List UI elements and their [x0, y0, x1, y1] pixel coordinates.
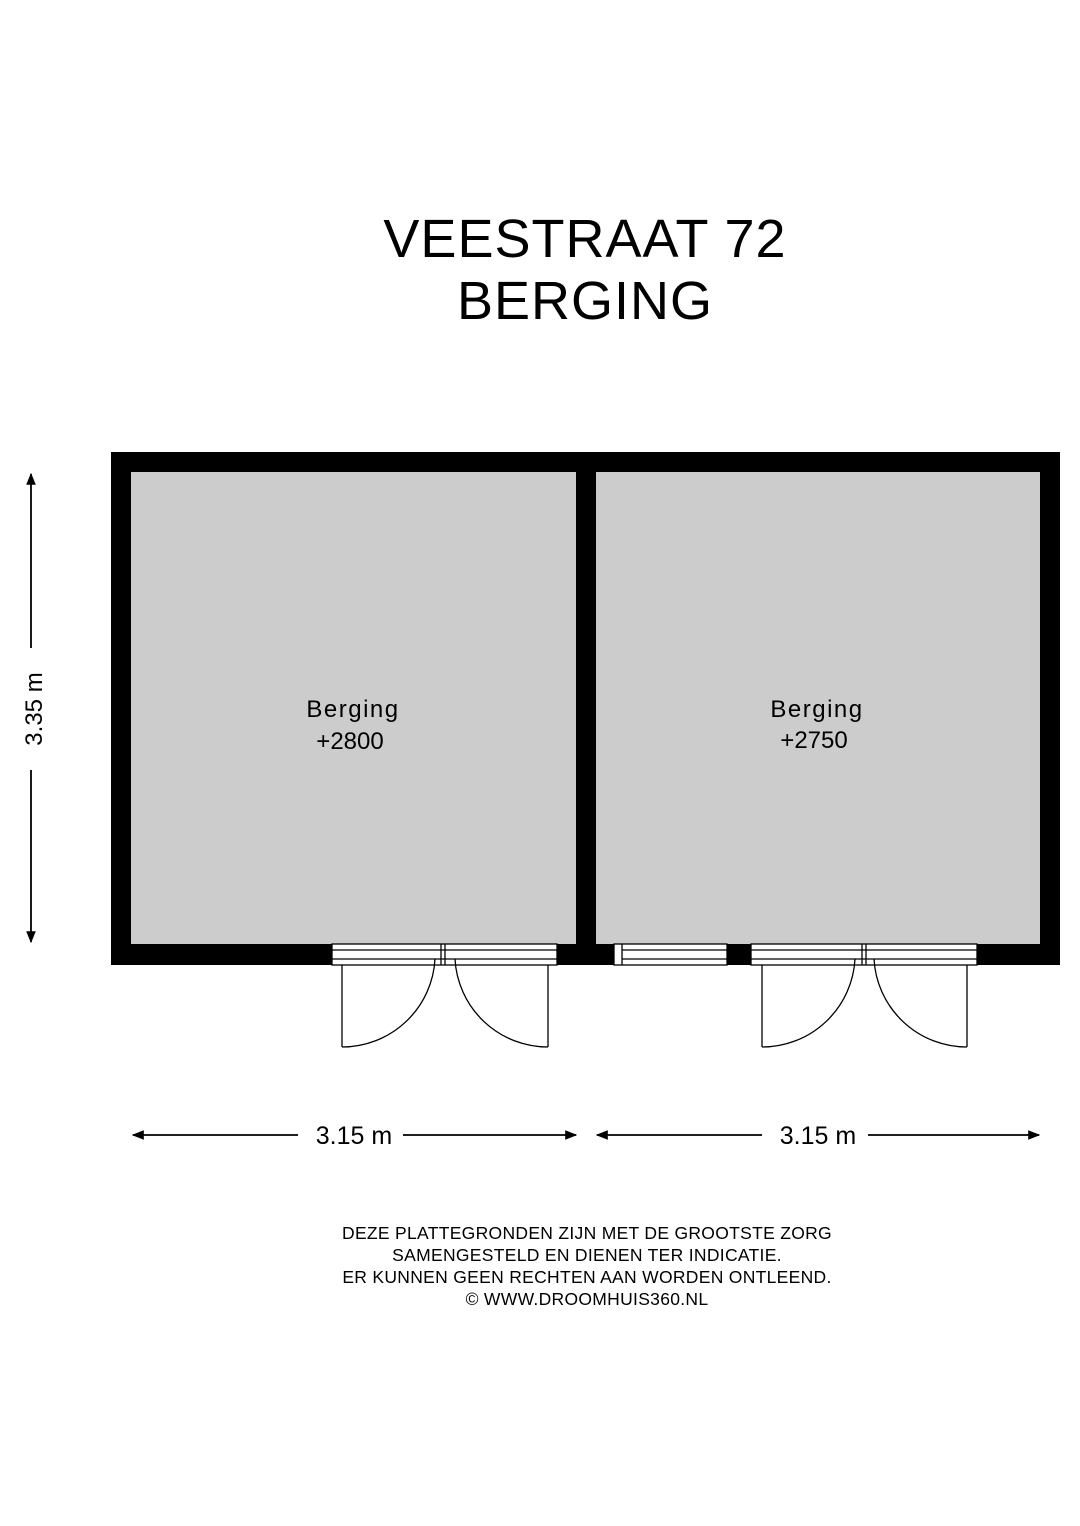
disclaimer — [0, 1222, 1080, 1310]
disclaimer-line: ER KUNNEN GEEN RECHTEN AAN WORDEN ONTLEEND. — [342, 1267, 832, 1287]
wall-right — [1040, 452, 1060, 965]
title-floor: BERGING — [456, 271, 714, 331]
double-door-right — [751, 944, 977, 1047]
wall-bottom-right-b — [977, 944, 1060, 965]
double-door-left — [332, 944, 557, 1047]
disclaimer-copyright: © WWW.DROOMHUIS360.NL — [465, 1289, 709, 1309]
wall-bottom-left-b — [557, 944, 614, 965]
window-right-room — [614, 944, 727, 965]
wall-bottom-right-pillar — [727, 944, 751, 965]
wall-left — [111, 452, 131, 965]
dimension-width-right-label: 3.15 m — [779, 1122, 857, 1150]
disclaimer-line: SAMENGESTELD EN DIENEN TER INDICATIE. — [392, 1245, 782, 1265]
dimension-width-left-label: 3.15 m — [315, 1122, 393, 1150]
room-level-left: +2800 — [316, 728, 384, 755]
wall-bottom-left-a — [111, 944, 332, 965]
title-address: VEESTRAAT 72 — [383, 209, 787, 269]
dimension-height-label: 3.35 m — [21, 672, 48, 746]
room-level-right: +2750 — [780, 727, 848, 754]
room-label-left: Berging — [306, 696, 400, 723]
disclaimer-line: DEZE PLATTEGRONDEN ZIJN MET DE GROOTSTE ZORG — [342, 1223, 832, 1243]
wall-middle — [576, 452, 596, 965]
room-label-right: Berging — [770, 696, 864, 723]
